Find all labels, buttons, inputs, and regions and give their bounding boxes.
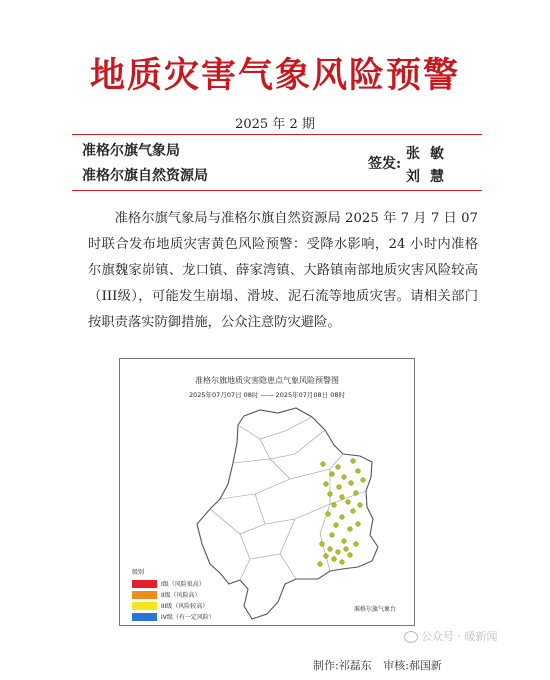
top-divider [72,134,482,135]
hazard-point [334,523,339,528]
hazard-point [318,562,323,567]
hazard-point [342,539,347,544]
legend-swatch [132,580,157,588]
hazard-point [330,533,335,538]
agency-natural-resources: 准格尔旗自然资源局 [82,168,208,184]
hazard-point [344,547,349,552]
hazard-point [356,522,361,527]
watermark [404,628,498,644]
warning-paragraph: 准格尔旗气象局与准格尔旗自然资源局 2025 年 7 月 7 日 07 时联合发布地质灾害黄色风险预警：受降水影响，24 小时内准格尔旗魏家峁镇、龙口镇、薛家湾镇、大路镇南部地质灾害风险较高（III级），可能发生崩塌、滑坡、泥石流等地质灾害。请相关部门按职责落实防御措施，公众注意防灾避险。 [88,211,478,330]
hazard-point [328,492,333,497]
map-title: 准格尔旗地质灾害隐患点气象风险预警图 [195,376,339,385]
legend-label: III级（风险较高） [161,603,209,610]
hazard-point [340,495,345,500]
risk-map [119,358,415,626]
hazard-point [356,469,361,474]
reviewer-label: 审核: [383,659,409,672]
legend-label: I级（风险很高） [161,581,205,588]
hazard-point [346,500,351,505]
header-divider [72,190,482,191]
hazard-point [328,547,333,552]
hazard-point [324,482,329,487]
hazard-point [332,503,337,508]
hazard-point [326,512,331,517]
hazard-point [332,557,337,562]
sign-label: 签发: [368,156,402,172]
hazard-point [348,527,353,532]
legend-item-1 [132,578,215,589]
map-source: 准格尔旗气象台 [353,606,396,613]
hazard-point [340,515,345,520]
legend-title: 级别 [132,569,145,576]
maker-name: 祁磊东 [338,659,372,672]
hazard-point [330,472,335,477]
hazard-point [324,554,329,559]
page-title: 地质灾害气象风险预警 [89,55,460,96]
legend-swatch [132,613,157,621]
hazard-point [348,553,353,558]
hazard-point [354,491,359,496]
hazard-point [358,503,363,508]
legend-item-4 [132,611,215,622]
hazard-point [349,481,354,486]
map-legend [132,567,215,622]
agency-meteorology: 准格尔旗气象局 [82,143,180,159]
legend-swatch [132,602,157,610]
reviewer-name: 郝国新 [408,659,442,672]
hazard-point [321,462,326,467]
hazard-point [354,542,359,547]
legend-item-2 [132,589,215,600]
watermark-text: 公众号 · 暖新闻 [421,630,498,643]
signer-1: 张敏 [406,146,454,162]
legend-label: II级（风险高） [161,592,201,599]
hazard-point [337,485,342,490]
footer-credits [313,657,442,673]
map-subtitle: 2025年07月07日 08时 —— 2025年07月08日 08时 [189,391,345,399]
hazard-point [361,478,366,483]
hazard-point [320,542,325,547]
hazard-point [336,550,341,555]
legend-item-3 [132,600,215,611]
signer-2: 刘慧 [406,169,454,185]
hazard-point [342,475,347,480]
hazard-points [318,459,366,567]
county-boundary [197,408,378,619]
hazard-point [340,560,345,565]
hazard-point [351,509,356,514]
wechat-icon [404,631,418,643]
issue-number: 2025 年 2 期 [235,117,315,132]
hazard-point [336,465,341,470]
maker-label: 制作: [313,659,339,672]
legend-label: IV级（有一定风险） [161,614,215,621]
hazard-point [351,459,356,464]
legend-swatch [132,591,157,599]
